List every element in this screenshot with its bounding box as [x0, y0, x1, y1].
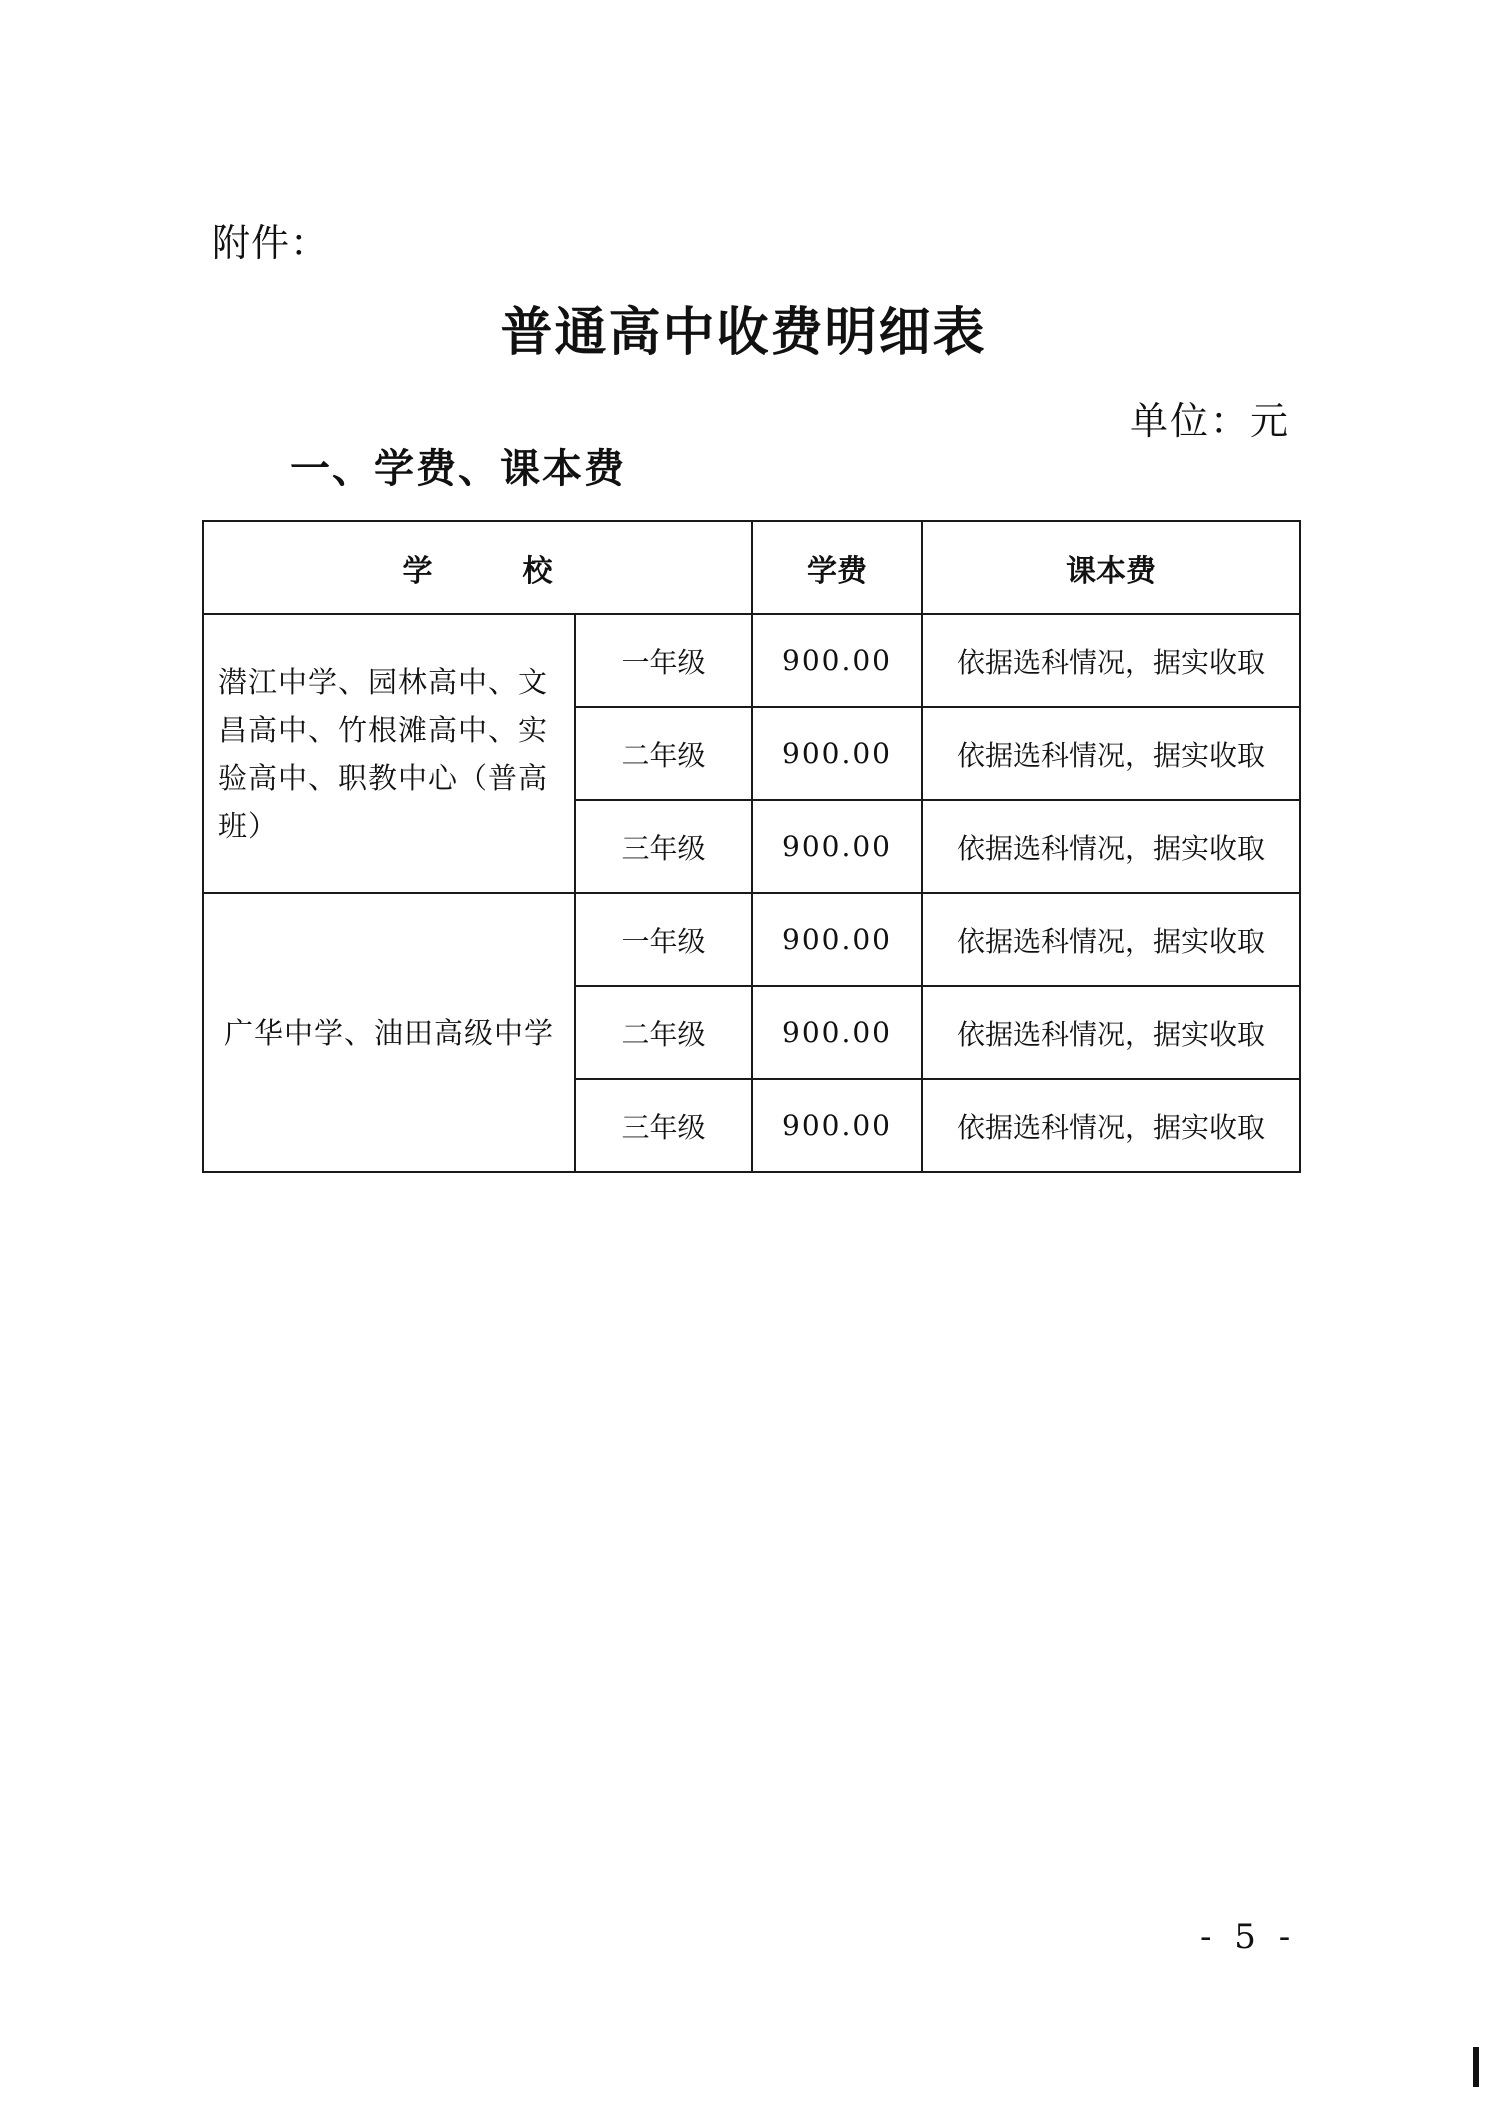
school-group-cell: 潜江中学、园林高中、文昌高中、竹根滩高中、实验高中、职教中心（普高班）: [203, 614, 575, 893]
column-header-textbook: 课本费: [922, 521, 1300, 614]
table-row: [203, 614, 1300, 707]
textbook-cell: 依据选科情况，据实收取: [922, 614, 1300, 707]
tuition-cell: 900.00: [752, 800, 922, 893]
document-title: 普通高中收费明细表: [500, 302, 987, 363]
school-group-cell: 广华中学、油田高级中学: [203, 893, 575, 1172]
attachment-label: 附件：: [212, 221, 330, 265]
tuition-cell: 900.00: [752, 707, 922, 800]
column-header-tuition: 学费: [752, 521, 922, 614]
textbook-cell: 依据选科情况，据实收取: [922, 986, 1300, 1079]
tuition-cell: 900.00: [752, 1079, 922, 1172]
page-number: - 5 -: [1200, 1917, 1297, 1957]
grade-cell: 三年级: [575, 800, 752, 893]
table-row: [203, 893, 1300, 986]
unit-label: 单位：元: [1129, 399, 1290, 443]
fee-table: [202, 520, 1301, 1173]
grade-cell: 一年级: [575, 893, 752, 986]
scan-edge-mark: [1473, 2047, 1479, 2087]
table-header-row: [203, 521, 1300, 614]
tuition-cell: 900.00: [752, 986, 922, 1079]
grade-cell: 三年级: [575, 1079, 752, 1172]
textbook-cell: 依据选科情况，据实收取: [922, 893, 1300, 986]
grade-cell: 一年级: [575, 614, 752, 707]
column-header-school-right: 校: [522, 553, 553, 589]
textbook-cell: 依据选科情况，据实收取: [922, 707, 1300, 800]
column-header-school-left: 学: [402, 553, 433, 589]
textbook-cell: 依据选科情况，据实收取: [922, 800, 1300, 893]
grade-cell: 二年级: [575, 986, 752, 1079]
column-header-school: [203, 521, 752, 614]
tuition-cell: 900.00: [752, 893, 922, 986]
tuition-cell: 900.00: [752, 614, 922, 707]
grade-cell: 二年级: [575, 707, 752, 800]
section-heading: 一、学费、课本费: [290, 446, 626, 492]
textbook-cell: 依据选科情况，据实收取: [922, 1079, 1300, 1172]
